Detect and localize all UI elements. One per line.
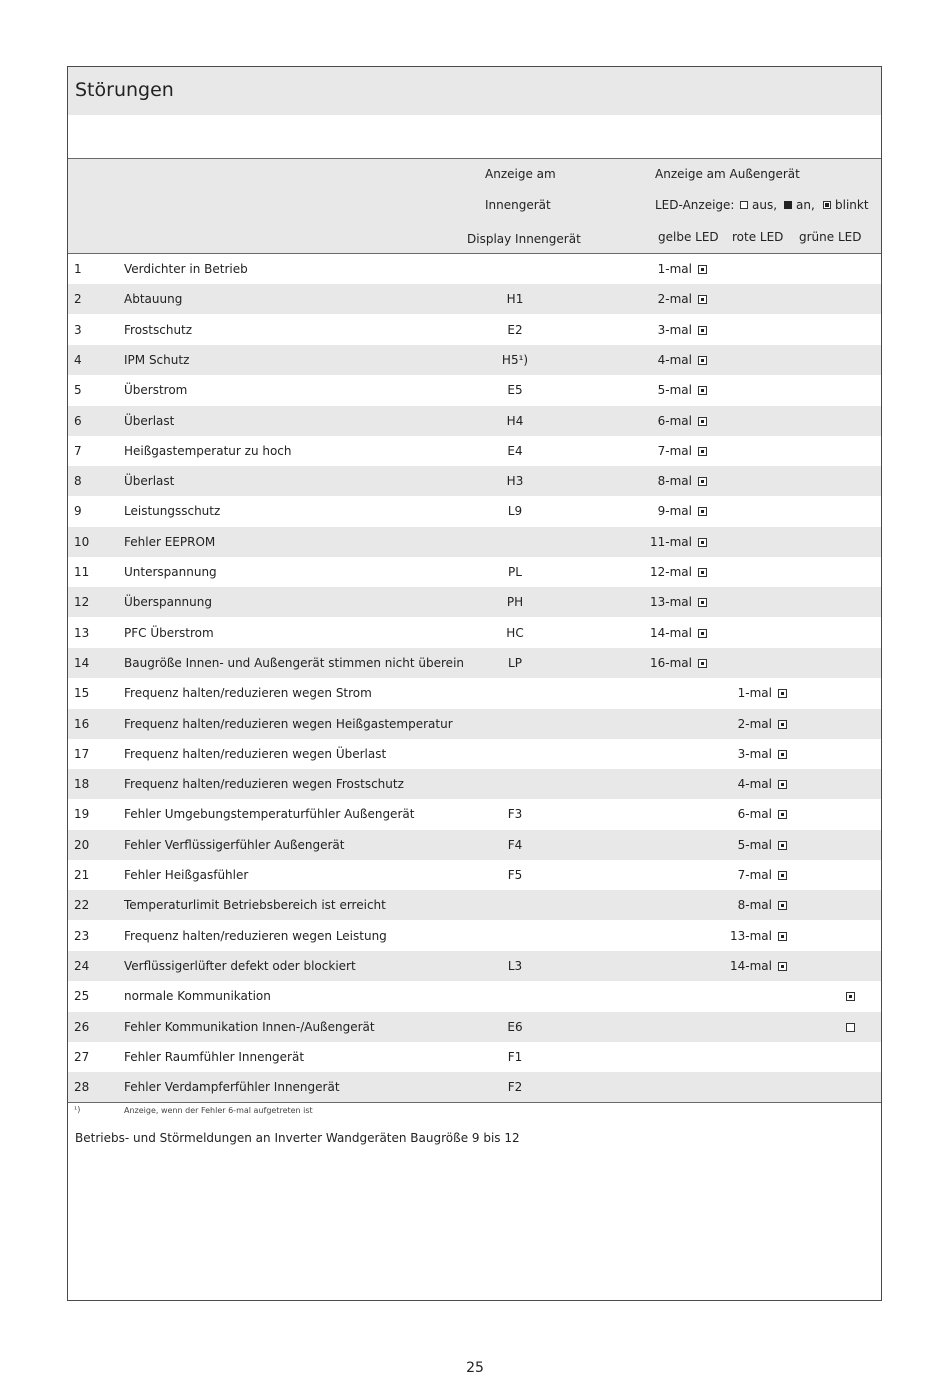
table-row bbox=[68, 284, 881, 314]
row-description: Frequenz halten/reduzieren wegen Strom bbox=[124, 686, 372, 701]
led-blink-icon bbox=[778, 810, 787, 819]
table-row bbox=[68, 830, 881, 860]
row-description: Frequenz halten/reduzieren wegen Überlast bbox=[124, 746, 387, 761]
indoor-header-line2: Innengerät bbox=[485, 198, 551, 212]
table-row bbox=[68, 496, 881, 526]
yellow-led-cell bbox=[658, 323, 707, 337]
row-display-code: H3 bbox=[506, 474, 524, 489]
row-number: 17 bbox=[74, 746, 90, 761]
row-number: 18 bbox=[74, 777, 90, 792]
led-off-icon bbox=[846, 1023, 855, 1032]
table-row bbox=[68, 709, 881, 739]
led-blink-count: 9-mal bbox=[657, 504, 692, 519]
table-row bbox=[68, 951, 881, 981]
row-description: Temperaturlimit Betriebsbereich ist erreicht bbox=[124, 898, 386, 913]
row-description: Fehler Verdampferfühler Innengerät bbox=[124, 1080, 340, 1095]
page-title: Störungen bbox=[75, 79, 174, 101]
row-description: Verflüssigerlüfter defekt oder blockiert bbox=[124, 958, 356, 973]
row-number: 15 bbox=[74, 686, 90, 701]
led-blink-count: 1-mal bbox=[737, 686, 772, 701]
row-display-code: E5 bbox=[507, 383, 523, 398]
led-blink-icon bbox=[698, 659, 707, 668]
indoor-header-line1: Anzeige am bbox=[485, 167, 556, 181]
row-description: Fehler Verflüssigerfühler Außengerät bbox=[124, 837, 345, 852]
row-description: Fehler Umgebungstemperaturfühler Außengerät bbox=[124, 807, 415, 822]
table-row bbox=[68, 436, 881, 466]
led-blink-count: 14-mal bbox=[730, 958, 772, 973]
led-legend-label: LED-Anzeige: bbox=[655, 198, 735, 212]
row-number: 19 bbox=[74, 807, 90, 822]
red-led-cell bbox=[738, 777, 787, 791]
led-blink-icon bbox=[778, 871, 787, 880]
row-display-code: H5¹) bbox=[501, 352, 529, 367]
row-display-code: F1 bbox=[507, 1049, 523, 1064]
led-blink-icon bbox=[698, 386, 707, 395]
table-row bbox=[68, 527, 881, 557]
square-filled-icon bbox=[784, 201, 792, 209]
red-led-cell bbox=[738, 686, 787, 700]
row-description: Unterspannung bbox=[124, 565, 217, 579]
footnote-text: Anzeige, wenn der Fehler 6-mal aufgetreten ist bbox=[124, 1106, 313, 1115]
led-blink-icon bbox=[778, 750, 787, 759]
led-blink-count: 11-mal bbox=[650, 534, 692, 549]
row-display-code: F3 bbox=[507, 807, 523, 822]
row-number: 5 bbox=[74, 383, 82, 398]
led-blink-icon bbox=[698, 507, 707, 516]
row-description: PFC Überstrom bbox=[124, 625, 214, 640]
led-blink-count: 4-mal bbox=[737, 777, 772, 792]
led-blink-icon bbox=[778, 689, 787, 698]
green-led-cell bbox=[846, 989, 855, 1003]
footnote-mark: ¹) bbox=[74, 1105, 81, 1114]
table-row bbox=[68, 254, 881, 284]
row-number: 26 bbox=[74, 1019, 90, 1034]
led-blink-icon bbox=[698, 447, 707, 456]
legend-blink-label: blinkt bbox=[835, 198, 869, 212]
led-blink-count: 2-mal bbox=[657, 292, 692, 307]
table-row bbox=[68, 1042, 881, 1072]
col-red-led: rote LED bbox=[732, 230, 784, 244]
led-blink-count: 8-mal bbox=[657, 474, 692, 489]
led-blink-count: 3-mal bbox=[737, 746, 772, 761]
row-description: Fehler Heißgasfühler bbox=[124, 868, 249, 882]
table-row bbox=[68, 406, 881, 436]
row-description: Frequenz halten/reduzieren wegen Heißgastemperatur bbox=[124, 716, 453, 731]
yellow-led-cell bbox=[650, 535, 707, 549]
row-description: Frostschutz bbox=[124, 322, 193, 337]
row-number: 28 bbox=[74, 1080, 90, 1095]
table-row bbox=[68, 557, 881, 587]
row-number: 12 bbox=[74, 595, 90, 610]
red-led-cell bbox=[738, 898, 787, 912]
row-number: 7 bbox=[74, 443, 82, 458]
table-row bbox=[68, 1072, 881, 1102]
red-led-cell bbox=[738, 838, 787, 852]
col-green-led: grüne LED bbox=[799, 230, 862, 244]
led-blink-count: 16-mal bbox=[650, 655, 692, 670]
row-display-code: PL bbox=[508, 565, 522, 579]
row-description: Frequenz halten/reduzieren wegen Frostschutz bbox=[124, 777, 404, 792]
row-description: Verdichter in Betrieb bbox=[124, 262, 248, 276]
yellow-led-cell bbox=[650, 626, 707, 640]
table-row bbox=[68, 315, 881, 345]
red-led-cell bbox=[730, 929, 787, 943]
row-number: 4 bbox=[74, 352, 82, 367]
row-number: 22 bbox=[74, 898, 90, 913]
led-blink-icon bbox=[698, 417, 707, 426]
row-number: 10 bbox=[74, 534, 90, 549]
yellow-led-cell bbox=[658, 353, 707, 367]
title-band bbox=[68, 67, 881, 115]
led-blink-count: 7-mal bbox=[657, 443, 692, 458]
led-blink-count: 6-mal bbox=[737, 807, 772, 822]
legend-blink bbox=[823, 198, 869, 212]
led-blink-count: 3-mal bbox=[657, 322, 692, 337]
row-display-code: F5 bbox=[507, 868, 523, 882]
led-blink-icon bbox=[846, 992, 855, 1001]
legend-on bbox=[784, 198, 815, 212]
table-row bbox=[68, 466, 881, 496]
row-display-code: LP bbox=[508, 655, 522, 670]
led-blink-count: 13-mal bbox=[730, 928, 772, 943]
led-blink-count: 2-mal bbox=[737, 716, 772, 731]
yellow-led-cell bbox=[658, 474, 707, 488]
row-description: Überspannung bbox=[124, 595, 212, 610]
row-number: 25 bbox=[74, 989, 90, 1004]
row-number: 21 bbox=[74, 868, 90, 882]
yellow-led-cell bbox=[650, 656, 707, 670]
led-blink-count: 13-mal bbox=[650, 595, 692, 610]
table-row bbox=[68, 921, 881, 951]
row-number: 1 bbox=[74, 262, 82, 276]
row-display-code: E2 bbox=[507, 322, 523, 337]
row-description: Fehler EEPROM bbox=[124, 534, 216, 549]
led-blink-icon bbox=[698, 568, 707, 577]
row-number: 13 bbox=[74, 625, 90, 640]
row-description: Überlast bbox=[124, 413, 175, 428]
row-description: Abtauung bbox=[124, 292, 183, 307]
legend-off bbox=[740, 198, 777, 212]
led-blink-count: 7-mal bbox=[737, 868, 772, 882]
table-row bbox=[68, 860, 881, 890]
led-blink-icon bbox=[698, 356, 707, 365]
yellow-led-cell bbox=[650, 595, 707, 609]
row-display-code: L9 bbox=[507, 504, 523, 519]
row-number: 11 bbox=[74, 565, 90, 579]
table-row bbox=[68, 890, 881, 920]
yellow-led-cell bbox=[658, 262, 707, 276]
led-blink-count: 6-mal bbox=[657, 413, 692, 428]
table-frame bbox=[67, 66, 882, 1301]
row-number: 9 bbox=[74, 504, 82, 519]
table-row bbox=[68, 981, 881, 1011]
led-blink-icon bbox=[698, 295, 707, 304]
table-row bbox=[68, 769, 881, 799]
square-dot-icon bbox=[823, 201, 831, 209]
led-blink-icon bbox=[698, 598, 707, 607]
yellow-led-cell bbox=[658, 444, 707, 458]
row-description: Fehler Raumfühler Innengerät bbox=[124, 1049, 305, 1064]
red-led-cell bbox=[738, 747, 787, 761]
row-description: Baugröße Innen- und Außengerät stimmen nicht überein bbox=[124, 655, 465, 670]
table-row bbox=[68, 1012, 881, 1042]
row-display-code: PH bbox=[506, 595, 524, 610]
red-led-cell bbox=[738, 717, 787, 731]
col-yellow-led: gelbe LED bbox=[658, 230, 719, 244]
green-led-cell bbox=[846, 1020, 855, 1034]
led-blink-icon bbox=[778, 932, 787, 941]
page-number: 25 bbox=[466, 1360, 484, 1376]
row-number: 16 bbox=[74, 716, 90, 731]
led-blink-count: 8-mal bbox=[737, 898, 772, 913]
row-number: 14 bbox=[74, 655, 90, 670]
row-display-code: H1 bbox=[506, 292, 524, 307]
led-blink-count: 5-mal bbox=[657, 383, 692, 398]
led-blink-icon bbox=[698, 477, 707, 486]
row-number: 8 bbox=[74, 474, 82, 489]
led-blink-count: 4-mal bbox=[657, 352, 692, 367]
yellow-led-cell bbox=[658, 383, 707, 397]
row-description: Überlast bbox=[124, 474, 175, 489]
led-blink-count: 14-mal bbox=[650, 625, 692, 640]
table-row bbox=[68, 799, 881, 829]
row-display-code: HC bbox=[506, 625, 524, 640]
outdoor-header: Anzeige am Außengerät bbox=[655, 167, 800, 181]
row-display-code: E4 bbox=[507, 443, 523, 458]
led-blink-icon bbox=[698, 265, 707, 274]
led-blink-icon bbox=[778, 780, 787, 789]
row-description: Fehler Kommunikation Innen-/Außengerät bbox=[124, 1019, 375, 1034]
row-description: Überstrom bbox=[124, 383, 188, 398]
yellow-led-cell bbox=[658, 414, 707, 428]
row-number: 24 bbox=[74, 958, 90, 973]
led-blink-count: 12-mal bbox=[650, 565, 692, 579]
row-number: 20 bbox=[74, 837, 90, 852]
table-caption: Betriebs- und Störmeldungen an Inverter Wandgeräten Baugröße 9 bis 12 bbox=[75, 1131, 520, 1145]
row-description: normale Kommunikation bbox=[124, 989, 271, 1004]
row-display-code: F4 bbox=[507, 837, 523, 852]
red-led-cell bbox=[730, 959, 787, 973]
row-display-code: F2 bbox=[507, 1080, 523, 1095]
yellow-led-cell bbox=[658, 292, 707, 306]
table-row bbox=[68, 648, 881, 678]
row-number: 3 bbox=[74, 322, 82, 337]
table-row bbox=[68, 739, 881, 769]
row-description: IPM Schutz bbox=[124, 352, 190, 367]
led-blink-count: 5-mal bbox=[737, 837, 772, 852]
led-blink-icon bbox=[698, 326, 707, 335]
led-blink-icon bbox=[698, 538, 707, 547]
table-bottom-rule bbox=[68, 1102, 881, 1103]
yellow-led-cell bbox=[650, 565, 707, 579]
column-header bbox=[68, 159, 881, 253]
row-display-code: L3 bbox=[507, 958, 523, 973]
square-outline-icon bbox=[740, 201, 748, 209]
led-blink-count: 1-mal bbox=[657, 262, 692, 276]
table-row bbox=[68, 345, 881, 375]
legend-on-label: an, bbox=[796, 198, 815, 212]
led-blink-icon bbox=[778, 962, 787, 971]
row-display-code: H4 bbox=[506, 413, 524, 428]
row-description: Heißgastemperatur zu hoch bbox=[124, 443, 292, 458]
row-number: 23 bbox=[74, 928, 90, 943]
row-number: 27 bbox=[74, 1049, 90, 1064]
led-blink-icon bbox=[778, 901, 787, 910]
indoor-header-line3: Display Innengerät bbox=[467, 232, 581, 246]
row-description: Frequenz halten/reduzieren wegen Leistung bbox=[124, 928, 387, 943]
led-blink-icon bbox=[778, 841, 787, 850]
table-row bbox=[68, 678, 881, 708]
led-blink-icon bbox=[698, 629, 707, 638]
led-blink-icon bbox=[778, 720, 787, 729]
row-description: Leistungsschutz bbox=[124, 504, 221, 519]
legend-off-label: aus, bbox=[752, 198, 778, 212]
table-row bbox=[68, 618, 881, 648]
row-display-code: E6 bbox=[507, 1019, 523, 1034]
row-number: 2 bbox=[74, 292, 82, 307]
table-row bbox=[68, 587, 881, 617]
yellow-led-cell bbox=[658, 504, 707, 518]
table-row bbox=[68, 375, 881, 405]
red-led-cell bbox=[738, 807, 787, 821]
red-led-cell bbox=[738, 868, 787, 882]
row-number: 6 bbox=[74, 413, 82, 428]
